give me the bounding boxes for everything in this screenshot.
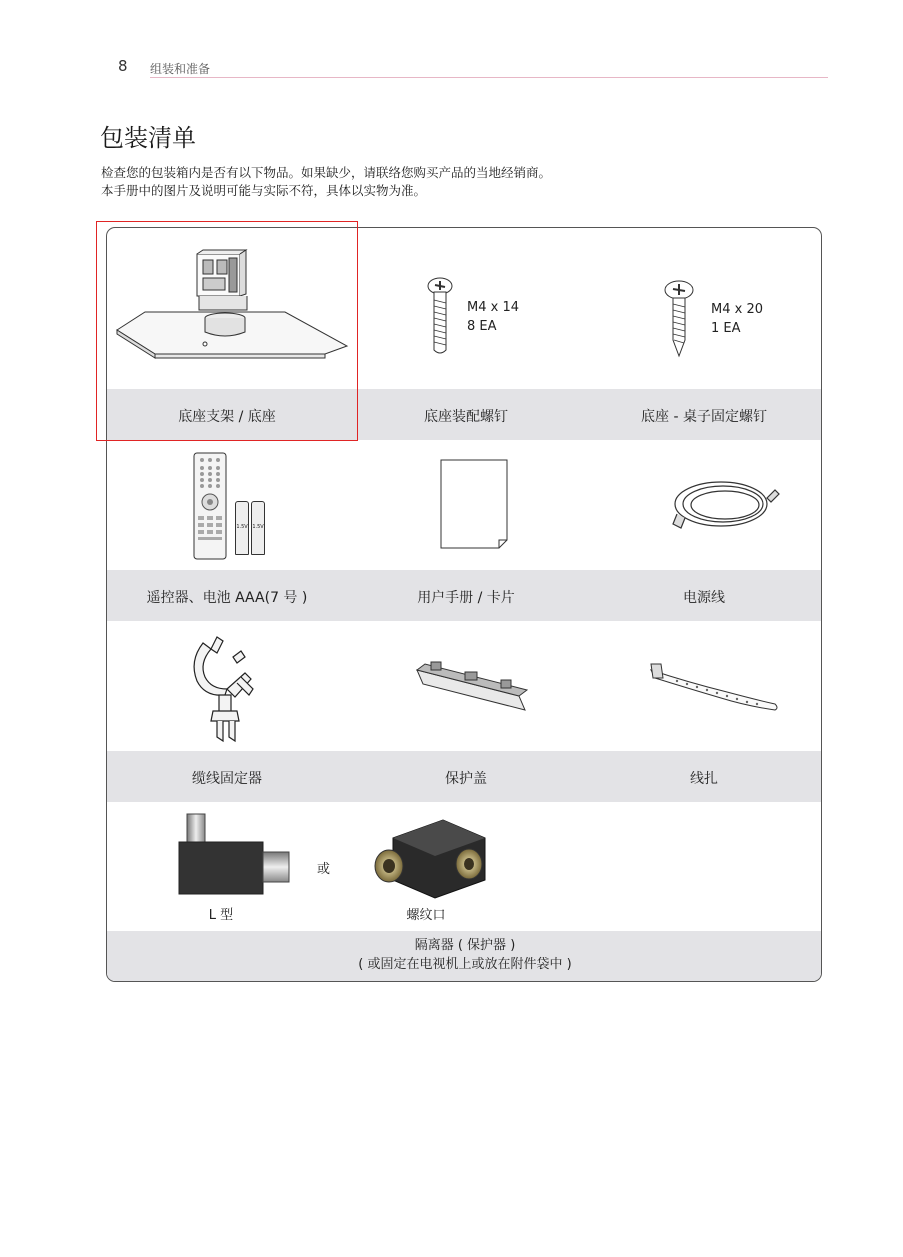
intro-line-1: 检查您的包装箱内是否有以下物品。如果缺少，请联络您购买产品的当地经销商。 bbox=[101, 165, 552, 180]
screw-m4x14-icon bbox=[425, 276, 455, 356]
cable-tie-illustration bbox=[647, 660, 781, 714]
highlight-box bbox=[96, 221, 358, 441]
screw-spec-2 bbox=[711, 300, 763, 338]
isolator-screw-type-illustration bbox=[373, 816, 493, 898]
screw-qty-2: 1 EA bbox=[711, 321, 741, 336]
power-cord-illustration bbox=[671, 472, 781, 534]
protective-cover-illustration bbox=[415, 658, 531, 714]
battery-1-label: 1.5V bbox=[236, 524, 248, 530]
label-cable-holder: 缆线固定器 bbox=[192, 771, 262, 787]
isolator-l-type-label: L 型 bbox=[208, 908, 234, 923]
isolator-l-type-illustration bbox=[179, 812, 291, 894]
battery-1 bbox=[235, 501, 249, 555]
header-divider bbox=[150, 77, 828, 78]
label-stand: 底座支架 / 底座 bbox=[178, 409, 276, 425]
screw-size-2: M4 x 20 bbox=[711, 302, 763, 317]
battery-2 bbox=[251, 501, 265, 555]
page-title: 包装清单 bbox=[100, 124, 196, 152]
screw-spec-1 bbox=[467, 298, 519, 336]
isolator-or-text: 或 bbox=[317, 862, 331, 877]
label-isolator-line-2: ( 或固定在电视机上或放在附件袋中 ) bbox=[358, 957, 572, 972]
label-manual: 用户手册 / 卡片 bbox=[417, 590, 515, 606]
manual-illustration bbox=[439, 458, 511, 550]
label-protective-cover: 保护盖 bbox=[445, 771, 487, 787]
isolator-screw-type-label: 螺纹口 bbox=[406, 908, 446, 923]
label-isolator bbox=[107, 936, 822, 974]
remote-control-illustration bbox=[193, 452, 227, 560]
section-name: 组装和准备 bbox=[150, 62, 211, 76]
label-stand-screws: 底座装配螺钉 bbox=[424, 409, 508, 425]
intro-line-2: 本手册中的图片及说明可能与实际不符，具体以实物为准。 bbox=[101, 183, 427, 198]
page-number: 8 bbox=[118, 57, 128, 75]
screw-qty-1: 8 EA bbox=[467, 319, 497, 334]
screw-size-1: M4 x 14 bbox=[467, 300, 519, 315]
label-isolator-line-1: 隔离器 ( 保护器 ) bbox=[414, 938, 516, 953]
label-desk-screw: 底座 - 桌子固定螺钉 bbox=[641, 409, 767, 425]
label-power-cord: 电源线 bbox=[683, 590, 725, 606]
cable-holder-illustration bbox=[183, 633, 267, 745]
label-remote: 遥控器、电池 AAA(7 号 ) bbox=[146, 590, 308, 606]
battery-2-label: 1.5V bbox=[252, 524, 264, 530]
label-cable-tie: 线扎 bbox=[690, 771, 718, 787]
intro-text bbox=[101, 164, 551, 200]
screw-m4x20-icon bbox=[663, 280, 695, 358]
